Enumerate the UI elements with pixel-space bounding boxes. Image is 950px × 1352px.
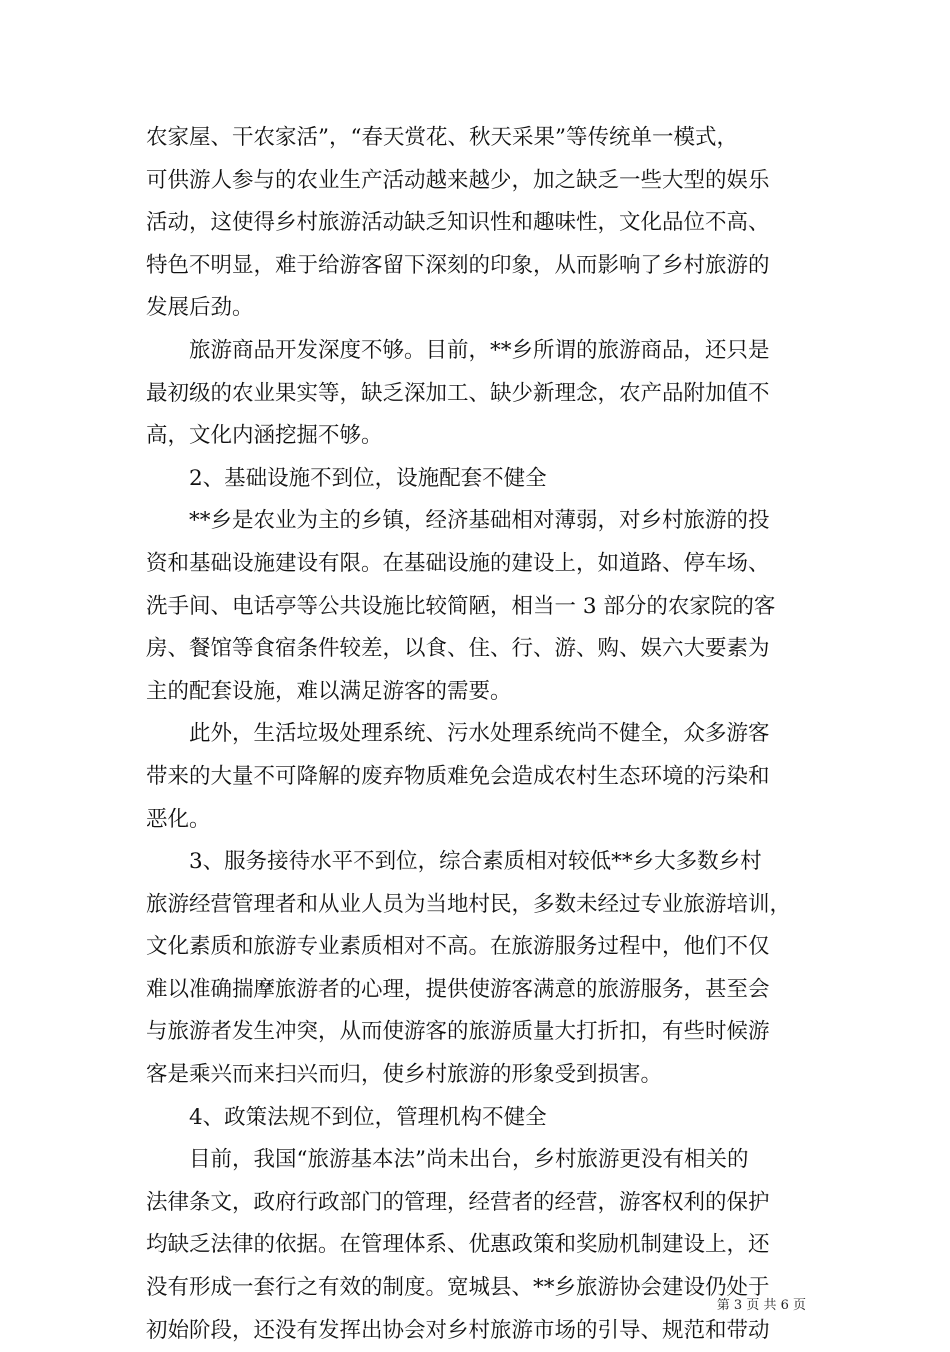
text-line: 资和基础设施建设有限。在基础设施的建设上，如道路、停车场、 xyxy=(146,550,770,576)
text-line: 初始阶段，还没有发挥出协会对乡村旅游市场的引导、规范和带动 xyxy=(146,1317,770,1343)
text-line: 带来的大量不可降解的废弃物质难免会造成农村生态环境的污染和 xyxy=(146,763,770,789)
text-line: 房、餐馆等食宿条件较差，以食、住、行、游、购、娱六大要素为 xyxy=(146,636,770,662)
text-line: **乡是农业为主的乡镇，经济基础相对薄弱，对乡村旅游的投 xyxy=(146,508,770,534)
text-line: 文化素质和旅游专业素质相对不高。在旅游服务过程中，他们不仅 xyxy=(146,934,770,960)
text-line: 洗手间、电话亭等公共设施比较简陋，相当一 3 部分的农家院的客 xyxy=(146,593,776,619)
text-line: 与旅游者发生冲突，从而使游客的旅游质量大打折扣，有些时候游 xyxy=(146,1019,770,1045)
text-line: 农家屋、干农家活”，“春天赏花、秋天采果”等传统单一模式， xyxy=(146,125,738,150)
text-line: 法律条文，政府行政部门的管理，经营者的经营，游客权利的保护 xyxy=(146,1189,770,1215)
text-line: 客是乘兴而来扫兴而归，使乡村旅游的形象受到损害。 xyxy=(146,1062,663,1088)
text-line: 均缺乏法律的依据。在管理体系、优惠政策和奖励机制建设上，还 xyxy=(146,1232,770,1258)
text-line: 2、基础设施不到位，设施配套不健全 xyxy=(146,465,547,491)
text-line: 特色不明显，难于给游客留下深刻的印象，从而影响了乡村旅游的 xyxy=(146,252,770,278)
page-number-footer: 第 3 页 共 6 页 xyxy=(716,1298,806,1313)
text-line: 3、服务接待水平不到位，综合素质相对较低**乡大多数乡村 xyxy=(146,849,762,875)
text-line: 旅游商品开发深度不够。目前，**乡所谓的旅游商品，还只是 xyxy=(146,337,770,363)
text-line: 高，文化内涵挖掘不够。 xyxy=(146,423,383,449)
text-line: 4、政策法规不到位，管理机构不健全 xyxy=(146,1104,547,1130)
text-line: 最初级的农业果实等，缺乏深加工、缺少新理念，农产品附加值不 xyxy=(146,380,770,406)
text-line: 没有形成一套行之有效的制度。宽城县、**乡旅游协会建设仍处于 xyxy=(146,1275,770,1301)
text-line: 旅游经营管理者和从业人员为当地村民，多数未经过专业旅游培训， xyxy=(146,891,792,917)
text-line: 主的配套设施，难以满足游客的需要。 xyxy=(146,678,512,704)
text-line: 难以准确揣摩旅游者的心理，提供使游客满意的旅游服务，甚至会 xyxy=(146,976,770,1002)
text-line: 活动，这使得乡村旅游活动缺乏知识性和趣味性，文化品位不高、 xyxy=(146,210,770,236)
document-body xyxy=(146,117,810,1352)
text-line: 恶化。 xyxy=(146,806,211,832)
text-line: 此外，生活垃圾处理系统、污水处理系统尚不健全，众多游客 xyxy=(146,721,770,747)
text-line: 可供游人参与的农业生产活动越来越少，加之缺乏一些大型的娱乐 xyxy=(146,167,770,193)
text-line: 目前，我国“旅游基本法”尚未出台，乡村旅游更没有相关的 xyxy=(146,1147,749,1173)
text-line: 发展后劲。 xyxy=(146,295,254,321)
